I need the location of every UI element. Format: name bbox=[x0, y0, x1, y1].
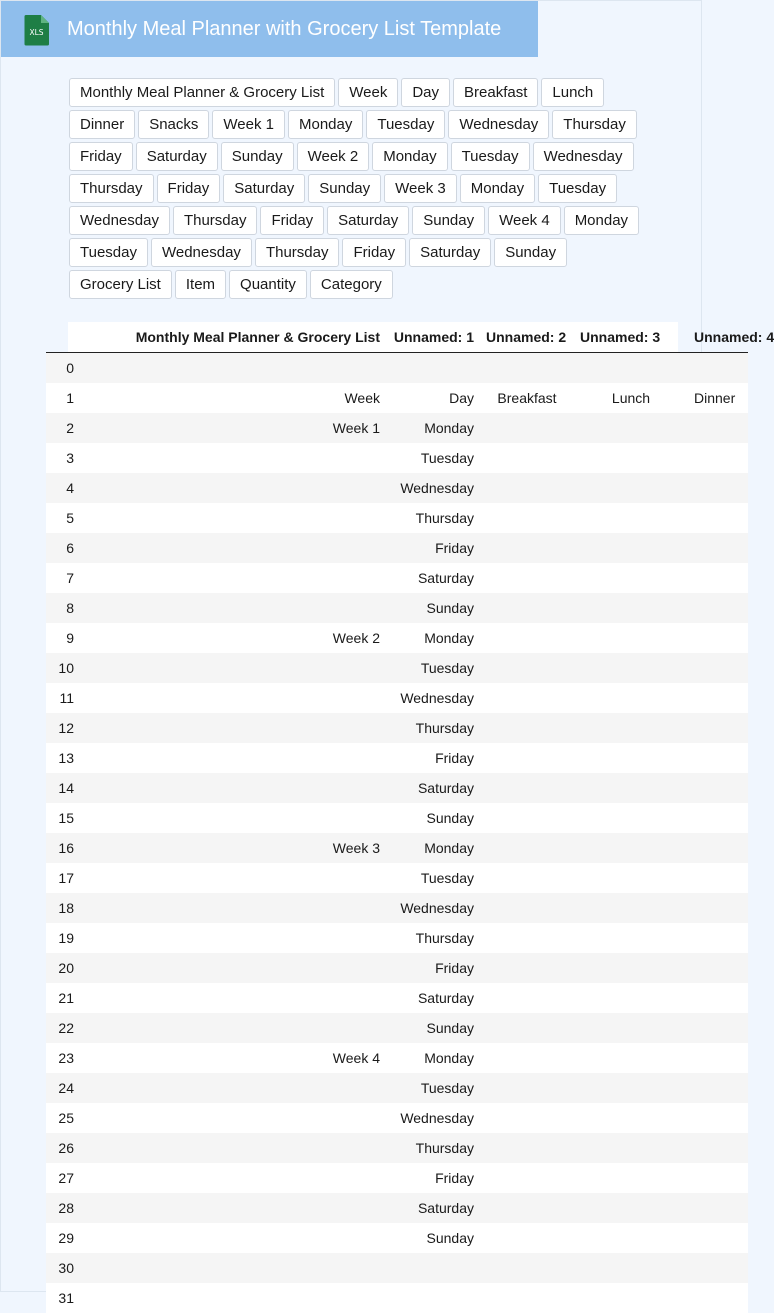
table-cell: Sunday bbox=[386, 1223, 480, 1253]
table-row bbox=[46, 863, 748, 893]
value-chip[interactable]: Breakfast bbox=[453, 78, 538, 107]
row-index: 22 bbox=[46, 1013, 76, 1043]
table-row bbox=[46, 713, 748, 743]
row-index: 19 bbox=[46, 923, 76, 953]
table-row bbox=[46, 683, 748, 713]
value-chip[interactable]: Dinner bbox=[69, 110, 135, 139]
value-chip[interactable]: Tuesday bbox=[451, 142, 530, 171]
row-index: 11 bbox=[46, 683, 76, 713]
value-chip[interactable]: Saturday bbox=[136, 142, 218, 171]
row-index: 7 bbox=[46, 563, 76, 593]
table-cell bbox=[76, 503, 386, 533]
table-cell: Tuesday bbox=[386, 1073, 480, 1103]
table-row bbox=[46, 1223, 748, 1253]
row-index: 2 bbox=[46, 413, 76, 443]
table-row bbox=[46, 1103, 748, 1133]
table-row bbox=[46, 593, 748, 623]
table-cell bbox=[480, 533, 574, 563]
table-cell bbox=[574, 413, 688, 443]
column-header: Unnamed: 4 bbox=[688, 322, 748, 353]
value-chip[interactable]: Saturday bbox=[409, 238, 491, 267]
row-index: 30 bbox=[46, 1253, 76, 1283]
value-chip[interactable]: Wednesday bbox=[151, 238, 252, 267]
table-cell bbox=[688, 593, 748, 623]
table-cell: Wednesday bbox=[386, 893, 480, 923]
table-row bbox=[46, 1253, 748, 1283]
table-cell: Thursday bbox=[386, 1133, 480, 1163]
value-chip[interactable]: Thursday bbox=[552, 110, 637, 139]
value-chip[interactable]: Day bbox=[401, 78, 450, 107]
row-index: 29 bbox=[46, 1223, 76, 1253]
table-cell bbox=[76, 353, 386, 384]
table-cell: Sunday bbox=[386, 803, 480, 833]
value-chip[interactable]: Tuesday bbox=[69, 238, 148, 267]
table-cell bbox=[574, 653, 688, 683]
table-cell bbox=[574, 1283, 688, 1313]
table-cell bbox=[76, 773, 386, 803]
table-cell bbox=[688, 623, 748, 653]
table-cell: Lunch bbox=[574, 383, 688, 413]
value-chip[interactable]: Category bbox=[310, 270, 393, 299]
value-chip[interactable]: Monday bbox=[288, 110, 363, 139]
table-cell bbox=[76, 653, 386, 683]
table-cell bbox=[574, 1013, 688, 1043]
row-index: 5 bbox=[46, 503, 76, 533]
table-cell bbox=[480, 863, 574, 893]
table-cell bbox=[574, 893, 688, 923]
table-cell bbox=[76, 563, 386, 593]
row-index: 21 bbox=[46, 983, 76, 1013]
table-cell: Week 3 bbox=[76, 833, 386, 863]
table-cell bbox=[574, 1163, 688, 1193]
table-cell bbox=[76, 1253, 386, 1283]
table-cell bbox=[76, 1193, 386, 1223]
table-row bbox=[46, 473, 748, 503]
value-chip[interactable]: Monday bbox=[564, 206, 639, 235]
value-chip[interactable]: Week bbox=[338, 78, 398, 107]
table-cell bbox=[480, 623, 574, 653]
table-cell bbox=[574, 773, 688, 803]
row-index: 15 bbox=[46, 803, 76, 833]
table-cell bbox=[76, 1283, 386, 1313]
column-header: Monthly Meal Planner & Grocery List bbox=[76, 322, 386, 353]
table-cell: Friday bbox=[386, 743, 480, 773]
table-row bbox=[46, 383, 748, 413]
table-cell bbox=[688, 473, 748, 503]
table-cell bbox=[688, 1043, 748, 1073]
row-index: 6 bbox=[46, 533, 76, 563]
table-cell bbox=[688, 413, 748, 443]
table-cell bbox=[480, 1043, 574, 1073]
table-cell: Day bbox=[386, 383, 480, 413]
table-cell bbox=[688, 1283, 748, 1313]
table-row bbox=[46, 953, 748, 983]
table-cell bbox=[688, 983, 748, 1013]
table-cell bbox=[480, 893, 574, 923]
table-cell bbox=[480, 953, 574, 983]
table-cell: Monday bbox=[386, 623, 480, 653]
value-chip[interactable]: Monthly Meal Planner & Grocery List bbox=[69, 78, 335, 107]
table-cell bbox=[574, 623, 688, 653]
table-row bbox=[46, 1013, 748, 1043]
table-cell bbox=[688, 803, 748, 833]
row-index: 17 bbox=[46, 863, 76, 893]
table-row bbox=[46, 1193, 748, 1223]
table-cell bbox=[574, 983, 688, 1013]
table-cell bbox=[480, 983, 574, 1013]
table-cell bbox=[76, 593, 386, 623]
row-index: 1 bbox=[46, 383, 76, 413]
column-header: Unnamed: 3 bbox=[574, 322, 688, 353]
table-row bbox=[46, 1163, 748, 1193]
table-cell bbox=[574, 473, 688, 503]
table-cell: Friday bbox=[386, 953, 480, 983]
table-cell bbox=[688, 1193, 748, 1223]
table-cell: Breakfast bbox=[480, 383, 574, 413]
table-cell: Friday bbox=[386, 1163, 480, 1193]
table-cell bbox=[574, 953, 688, 983]
table-row bbox=[46, 803, 748, 833]
table-cell bbox=[688, 953, 748, 983]
table-cell bbox=[688, 443, 748, 473]
table-cell bbox=[574, 353, 688, 384]
row-index: 9 bbox=[46, 623, 76, 653]
table-cell bbox=[688, 653, 748, 683]
table-cell bbox=[688, 1013, 748, 1043]
table-row bbox=[46, 743, 748, 773]
table-cell bbox=[480, 1103, 574, 1133]
table-cell bbox=[76, 953, 386, 983]
value-chip[interactable]: Thursday bbox=[255, 238, 340, 267]
table-cell bbox=[480, 1253, 574, 1283]
table-cell bbox=[480, 473, 574, 503]
table-row bbox=[46, 623, 748, 653]
value-chip[interactable]: Lunch bbox=[541, 78, 604, 107]
table-cell bbox=[688, 923, 748, 953]
table-cell bbox=[76, 473, 386, 503]
table-cell bbox=[480, 563, 574, 593]
table-cell bbox=[76, 923, 386, 953]
table-cell: Saturday bbox=[386, 773, 480, 803]
row-index: 14 bbox=[46, 773, 76, 803]
table-row bbox=[46, 923, 748, 953]
table-cell bbox=[480, 743, 574, 773]
value-chip[interactable]: Week 1 bbox=[212, 110, 285, 139]
value-chip[interactable]: Sunday bbox=[412, 206, 485, 235]
data-table bbox=[46, 322, 748, 1313]
value-chip[interactable]: Friday bbox=[69, 142, 133, 171]
table-cell bbox=[480, 413, 574, 443]
table-cell: Tuesday bbox=[386, 443, 480, 473]
value-chip[interactable]: Tuesday bbox=[538, 174, 617, 203]
value-chip[interactable]: Item bbox=[175, 270, 226, 299]
table-cell: Tuesday bbox=[386, 653, 480, 683]
table-row bbox=[46, 353, 748, 384]
table-row bbox=[46, 413, 748, 443]
table-cell bbox=[688, 1253, 748, 1283]
table-cell bbox=[688, 533, 748, 563]
table-cell bbox=[480, 353, 574, 384]
column-header: Unnamed: 1 bbox=[386, 322, 480, 353]
table-cell bbox=[574, 863, 688, 893]
table-cell bbox=[574, 443, 688, 473]
table-cell bbox=[480, 803, 574, 833]
row-index: 25 bbox=[46, 1103, 76, 1133]
value-chip[interactable]: Friday bbox=[260, 206, 324, 235]
table-cell bbox=[574, 833, 688, 863]
table-cell bbox=[480, 1193, 574, 1223]
table-cell bbox=[76, 863, 386, 893]
table-cell bbox=[480, 1133, 574, 1163]
value-chip[interactable]: Grocery List bbox=[69, 270, 172, 299]
table-cell: Saturday bbox=[386, 1193, 480, 1223]
table-cell: Week 2 bbox=[76, 623, 386, 653]
table-cell bbox=[688, 893, 748, 923]
table-cell bbox=[688, 1133, 748, 1163]
table-cell: Thursday bbox=[386, 713, 480, 743]
spreadsheet-preview bbox=[68, 322, 678, 1292]
table-cell: Week 1 bbox=[76, 413, 386, 443]
table-cell bbox=[76, 683, 386, 713]
value-chip[interactable]: Week 3 bbox=[384, 174, 457, 203]
table-cell bbox=[76, 893, 386, 923]
table-row bbox=[46, 1283, 748, 1313]
table-row bbox=[46, 833, 748, 863]
table-cell bbox=[480, 713, 574, 743]
row-index: 16 bbox=[46, 833, 76, 863]
table-cell bbox=[574, 1103, 688, 1133]
table-cell: Thursday bbox=[386, 923, 480, 953]
table-cell bbox=[480, 683, 574, 713]
value-chip[interactable]: Week 2 bbox=[297, 142, 370, 171]
row-index: 26 bbox=[46, 1133, 76, 1163]
table-cell bbox=[480, 593, 574, 623]
table-cell bbox=[76, 983, 386, 1013]
table-cell bbox=[688, 503, 748, 533]
value-chip[interactable]: Tuesday bbox=[366, 110, 445, 139]
table-cell bbox=[480, 923, 574, 953]
table-cell bbox=[480, 503, 574, 533]
table-cell bbox=[480, 1163, 574, 1193]
table-cell bbox=[480, 1013, 574, 1043]
table-cell bbox=[76, 443, 386, 473]
value-chip[interactable]: Quantity bbox=[229, 270, 307, 299]
table-cell: Friday bbox=[386, 533, 480, 563]
table-cell bbox=[688, 713, 748, 743]
table-cell bbox=[386, 1283, 480, 1313]
table-cell bbox=[480, 1283, 574, 1313]
table-row bbox=[46, 563, 748, 593]
value-chip[interactable]: Snacks bbox=[138, 110, 209, 139]
table-cell bbox=[688, 833, 748, 863]
table-row bbox=[46, 503, 748, 533]
value-chip[interactable]: Friday bbox=[342, 238, 406, 267]
table-cell bbox=[76, 743, 386, 773]
table-cell bbox=[574, 1253, 688, 1283]
value-chip[interactable]: Wednesday bbox=[69, 206, 170, 235]
row-index: 3 bbox=[46, 443, 76, 473]
table-cell: Week bbox=[76, 383, 386, 413]
table-row bbox=[46, 1073, 748, 1103]
table-row bbox=[46, 893, 748, 923]
row-index: 10 bbox=[46, 653, 76, 683]
table-cell bbox=[480, 443, 574, 473]
value-chip[interactable]: Thursday bbox=[173, 206, 258, 235]
table-cell bbox=[574, 923, 688, 953]
table-row bbox=[46, 443, 748, 473]
row-index: 13 bbox=[46, 743, 76, 773]
table-cell bbox=[688, 773, 748, 803]
title-banner bbox=[1, 1, 538, 57]
row-index: 31 bbox=[46, 1283, 76, 1313]
table-cell bbox=[480, 773, 574, 803]
table-cell bbox=[76, 803, 386, 833]
value-chip[interactable]: Monday bbox=[372, 142, 447, 171]
row-index: 27 bbox=[46, 1163, 76, 1193]
value-chip[interactable]: Thursday bbox=[69, 174, 154, 203]
table-row bbox=[46, 1043, 748, 1073]
table-cell bbox=[688, 353, 748, 384]
table-cell bbox=[76, 1223, 386, 1253]
table-cell: Wednesday bbox=[386, 473, 480, 503]
table-cell: Week 4 bbox=[76, 1043, 386, 1073]
column-header: Unnamed: 2 bbox=[480, 322, 574, 353]
table-cell bbox=[574, 503, 688, 533]
table-cell bbox=[574, 533, 688, 563]
value-chip[interactable]: Sunday bbox=[221, 142, 294, 171]
table-cell bbox=[76, 1163, 386, 1193]
row-index: 20 bbox=[46, 953, 76, 983]
table-cell bbox=[76, 713, 386, 743]
value-chip[interactable]: Sunday bbox=[494, 238, 567, 267]
value-chip[interactable]: Sunday bbox=[308, 174, 381, 203]
table-cell: Monday bbox=[386, 413, 480, 443]
table-cell bbox=[76, 1073, 386, 1103]
table-cell bbox=[76, 1013, 386, 1043]
table-cell bbox=[574, 683, 688, 713]
table-cell bbox=[688, 1163, 748, 1193]
row-index: 8 bbox=[46, 593, 76, 623]
table-cell bbox=[386, 1253, 480, 1283]
row-index: 18 bbox=[46, 893, 76, 923]
table-cell bbox=[480, 653, 574, 683]
table-body bbox=[46, 353, 748, 1313]
table-cell: Saturday bbox=[386, 563, 480, 593]
value-chip[interactable]: Friday bbox=[157, 174, 221, 203]
row-index: 0 bbox=[46, 353, 76, 384]
table-cell bbox=[574, 1043, 688, 1073]
row-index: 24 bbox=[46, 1073, 76, 1103]
table-cell bbox=[76, 1133, 386, 1163]
row-index: 4 bbox=[46, 473, 76, 503]
table-row bbox=[46, 533, 748, 563]
table-cell: Sunday bbox=[386, 1013, 480, 1043]
table-cell: Wednesday bbox=[386, 1103, 480, 1133]
table-cell bbox=[574, 1073, 688, 1103]
table-cell bbox=[480, 1073, 574, 1103]
table-cell: Monday bbox=[386, 833, 480, 863]
table-cell bbox=[574, 1133, 688, 1163]
table-cell bbox=[688, 1073, 748, 1103]
value-chip[interactable]: Week 4 bbox=[488, 206, 561, 235]
table-cell: Sunday bbox=[386, 593, 480, 623]
table-row bbox=[46, 983, 748, 1013]
table-cell: Monday bbox=[386, 1043, 480, 1073]
table-cell: Dinner bbox=[688, 383, 748, 413]
row-index: 12 bbox=[46, 713, 76, 743]
table-cell bbox=[688, 743, 748, 773]
table-cell bbox=[76, 1103, 386, 1133]
table-cell bbox=[688, 1223, 748, 1253]
row-index: 23 bbox=[46, 1043, 76, 1073]
value-chip[interactable]: Saturday bbox=[327, 206, 409, 235]
column-header bbox=[46, 322, 76, 353]
table-cell bbox=[574, 713, 688, 743]
table-cell: Wednesday bbox=[386, 683, 480, 713]
xls-file-icon bbox=[22, 14, 52, 46]
value-chip[interactable]: Saturday bbox=[223, 174, 305, 203]
value-chip[interactable]: Wednesday bbox=[533, 142, 634, 171]
table-row bbox=[46, 1133, 748, 1163]
xls-icon-label: XLS bbox=[29, 28, 43, 37]
value-chip[interactable]: Wednesday bbox=[448, 110, 549, 139]
row-index: 28 bbox=[46, 1193, 76, 1223]
table-cell bbox=[688, 1103, 748, 1133]
table-cell bbox=[688, 683, 748, 713]
table-cell bbox=[574, 1193, 688, 1223]
table-cell bbox=[480, 833, 574, 863]
table-cell bbox=[480, 1223, 574, 1253]
table-cell bbox=[574, 1223, 688, 1253]
table-cell bbox=[574, 563, 688, 593]
value-chip[interactable]: Monday bbox=[460, 174, 535, 203]
table-cell: Saturday bbox=[386, 983, 480, 1013]
column-value-chips bbox=[69, 78, 669, 299]
table-cell bbox=[574, 803, 688, 833]
table-header-row bbox=[46, 322, 748, 353]
table-cell: Thursday bbox=[386, 503, 480, 533]
table-cell bbox=[574, 743, 688, 773]
page-title: Monthly Meal Planner with Grocery List Template bbox=[67, 15, 501, 43]
table-cell bbox=[386, 353, 480, 384]
table-cell: Tuesday bbox=[386, 863, 480, 893]
table-row bbox=[46, 773, 748, 803]
table-cell bbox=[76, 533, 386, 563]
table-cell bbox=[688, 863, 748, 893]
table-cell bbox=[574, 593, 688, 623]
table-row bbox=[46, 653, 748, 683]
table-cell bbox=[688, 563, 748, 593]
